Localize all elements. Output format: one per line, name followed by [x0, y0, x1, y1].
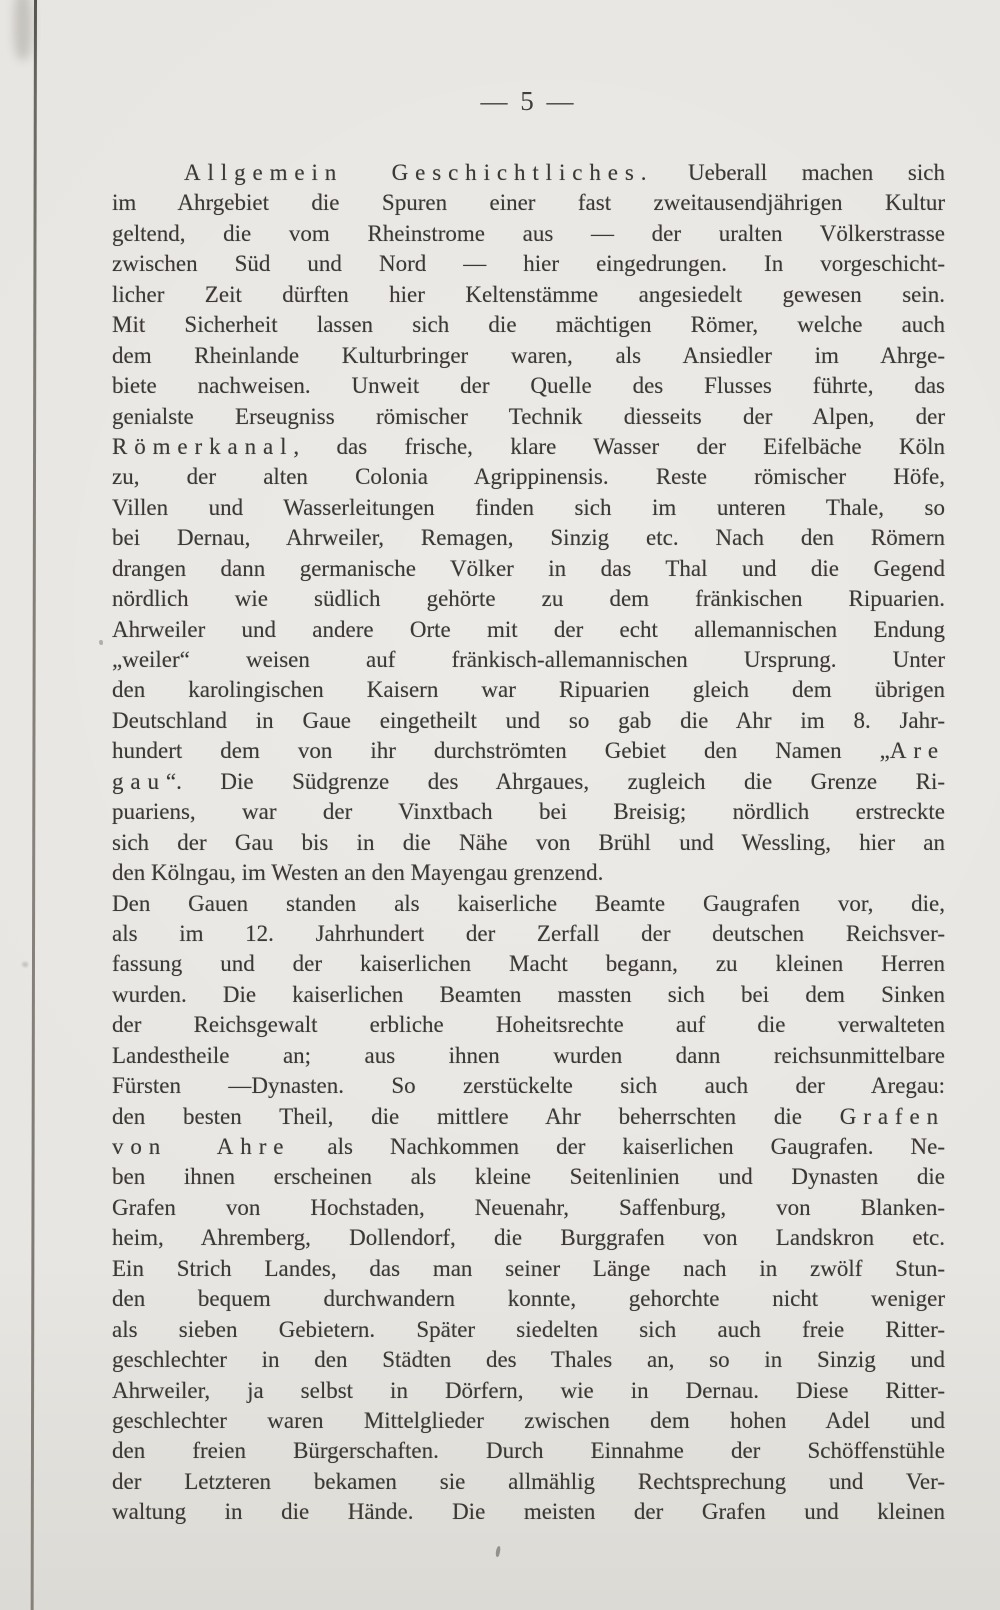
text-line [112, 1345, 945, 1375]
text-segment: „weiler“ weisen auf fränkisch-allemannischen Ursprung. Unter [112, 647, 945, 672]
text-segment: zwischen Süd und Nord — hier eingedrungen. In vorgeschicht- [112, 251, 945, 277]
text-line [112, 828, 945, 858]
ink-speck [22, 962, 28, 967]
text-segment: Villen und Wasserleitungen finden sich im unteren Thale, so [112, 494, 945, 520]
text-segment: hundert dem von ihr durchströmten Gebiet den Namen „ [112, 738, 890, 764]
text-line [112, 980, 945, 1010]
page-text-block [112, 158, 945, 1528]
text-line [112, 402, 945, 432]
text-line [112, 1376, 945, 1406]
text-line [112, 1467, 945, 1497]
text-line [112, 341, 945, 371]
text-line [112, 767, 945, 797]
text-line [112, 1162, 945, 1192]
text-segment: biete nachweisen. Unweit der Quelle des Flusses führte, das [112, 373, 945, 399]
text-segment: “. Die Südgrenze des Ahrgaues, zugleich die Grenze Ri- [165, 768, 945, 794]
text-segment: Fürsten —Dynasten. So zerstückelte sich auch der Aregau: [112, 1073, 945, 1099]
text-line [112, 158, 945, 188]
letterspaced-text: gau [112, 768, 166, 794]
text-segment: bei Dernau, Ahrweiler, Remagen, Sinzig etc. Nach den Römern [112, 525, 945, 551]
text-line [112, 1132, 945, 1162]
text-segment: Landestheile an; aus ihnen wurden dann reichsunmittelbare [112, 1042, 945, 1068]
text-segment: geschlechter in den Städten des Thales an, so in Sinzig und [112, 1347, 945, 1373]
text-segment: den besten Theil, die mittlere Ahr beherrschten die [112, 1103, 840, 1129]
letterspaced-text: Allgemein Geschichtliches. [184, 160, 654, 185]
text-line [112, 523, 945, 553]
text-line [112, 858, 945, 888]
text-segment: dem Rheinlande Kulturbringer waren, als Ansiedler im Ahrge- [112, 342, 945, 368]
text-line [112, 889, 945, 919]
text-line [112, 1315, 945, 1345]
text-line [112, 188, 945, 218]
text-line [112, 310, 945, 340]
text-segment: Ahrweiler, ja selbst in Dörfern, wie in Dernau. Diese Ritter- [112, 1377, 945, 1403]
text-line [112, 371, 945, 401]
text-segment: den freien Bürgerschaften. Durch Einnahme der Schöffenstühle [112, 1438, 945, 1464]
text-line [112, 462, 945, 492]
text-line [112, 554, 945, 584]
text-line [112, 1254, 945, 1284]
text-segment: den bequem durchwandern konnte, gehorchte nicht weniger [112, 1286, 945, 1312]
book-binding-line [31, 0, 37, 1610]
text-segment: Ein Strich Landes, das man seiner Länge nach in zwölf Stun- [112, 1255, 945, 1281]
text-segment: Deutschland in Gaue eingetheilt und so gab die Ahr im 8. Jahr- [112, 707, 945, 733]
text-segment: ben ihnen erscheinen als kleine Seitenlinien und Dynasten die [112, 1164, 945, 1190]
text-segment: der Letzteren bekamen sie allmählig Rechtsprechung und Ver- [112, 1468, 945, 1494]
text-segment: Ueberall machen sich [653, 160, 945, 185]
text-segment: waltung in die Hände. Die meisten der Grafen und kleinen [112, 1499, 945, 1525]
letterspaced-text: Are [889, 738, 945, 764]
text-segment: zu, der alten Colonia Agrippinensis. Reste römischer Höfe, [112, 464, 945, 490]
text-segment: Den Gauen standen als kaiserliche Beamte Gaugrafen vor, die, [112, 890, 945, 916]
text-line [112, 432, 945, 462]
text-line [112, 219, 945, 249]
text-segment: als im 12. Jahrhundert der Zerfall der deutschen Reichsver- [112, 920, 945, 946]
text-line [112, 493, 945, 523]
text-line [112, 1071, 945, 1101]
text-line [112, 1041, 945, 1071]
text-segment: wurden. Die kaiserlichen Beamten massten sich bei dem Sinken [112, 981, 945, 1007]
text-line [112, 1010, 945, 1040]
text-line [112, 1406, 945, 1436]
text-segment: fassung und der kaiserlichen Macht begann, zu kleinen Herren [112, 951, 945, 977]
text-segment: heim, Ahremberg, Dollendorf, die Burggrafen von Landskron etc. [112, 1225, 945, 1251]
text-segment: im Ahrgebiet die Spuren einer fast zweitausendjährigen Kultur [112, 190, 945, 216]
page-number: — 5 — [480, 86, 577, 116]
text-line [112, 675, 945, 705]
text-line [112, 1102, 945, 1132]
text-segment: genialste Erseugniss römischer Technik diesseits der Alpen, der [112, 403, 945, 429]
text-segment: geschlechter waren Mittelglieder zwischen dem hohen Adel und [112, 1407, 945, 1433]
text-line [112, 919, 945, 949]
corner-ink-smudge [14, 0, 32, 60]
text-line [112, 797, 945, 827]
text-line [112, 615, 945, 645]
text-segment: nördlich wie südlich gehörte zu dem fränkischen Ripuarien. [112, 586, 945, 612]
text-segment: der Reichsgewalt erbliche Hoheitsrechte auf die verwalteten [112, 1012, 945, 1038]
text-segment: puariens, war der Vinxtbach bei Breisig; nördlich erstreckte [112, 799, 945, 825]
text-line [112, 736, 945, 766]
text-segment: geltend, die vom Rheinstrome aus — der uralten Völkerstrasse [112, 220, 945, 246]
letterspaced-text: von Ahre [112, 1134, 291, 1159]
text-segment: sich der Gau bis in die Nähe von Brühl und Wessling, hier an [112, 829, 945, 855]
text-segment: als sieben Gebietern. Später siedelten sich auch freie Ritter- [112, 1316, 945, 1342]
text-line [112, 584, 945, 614]
text-line [112, 949, 945, 979]
text-line [112, 645, 945, 675]
text-line [112, 706, 945, 736]
letterspaced-text: Römerkanal [112, 433, 294, 459]
text-line [112, 280, 945, 310]
text-segment: den karolingischen Kaisern war Ripuarien gleich dem übrigen [112, 677, 945, 703]
text-segment: den Kölngau, im Westen an den Mayengau grenzend. [112, 860, 604, 886]
ink-speck [495, 1546, 501, 1558]
text-segment: Grafen von Hochstaden, Neuenahr, Saffenburg, von Blanken- [112, 1194, 945, 1220]
letterspaced-text: Grafen [839, 1103, 945, 1129]
text-line [112, 1497, 945, 1527]
text-segment: Mit Sicherheit lassen sich die mächtigen Römer, welche auch [112, 312, 945, 338]
text-segment: drangen dann germanische Völker in das Thal und die Gegend [112, 555, 945, 581]
text-line [112, 1436, 945, 1466]
text-segment: Ahrweiler und andere Orte mit der echt allemannischen Endung [112, 616, 945, 642]
ink-speck [99, 640, 103, 645]
text-line [112, 1223, 945, 1253]
text-line [112, 1284, 945, 1314]
text-segment: , das frische, klare Wasser der Eifelbäche Köln [293, 433, 945, 459]
text-segment: licher Zeit dürften hier Keltenstämme angesiedelt gewesen sein. [112, 281, 945, 307]
text-segment: als Nachkommen der kaiserlichen Gaugrafen. Ne- [290, 1134, 946, 1159]
text-line [112, 1193, 945, 1223]
text-line [112, 249, 945, 279]
